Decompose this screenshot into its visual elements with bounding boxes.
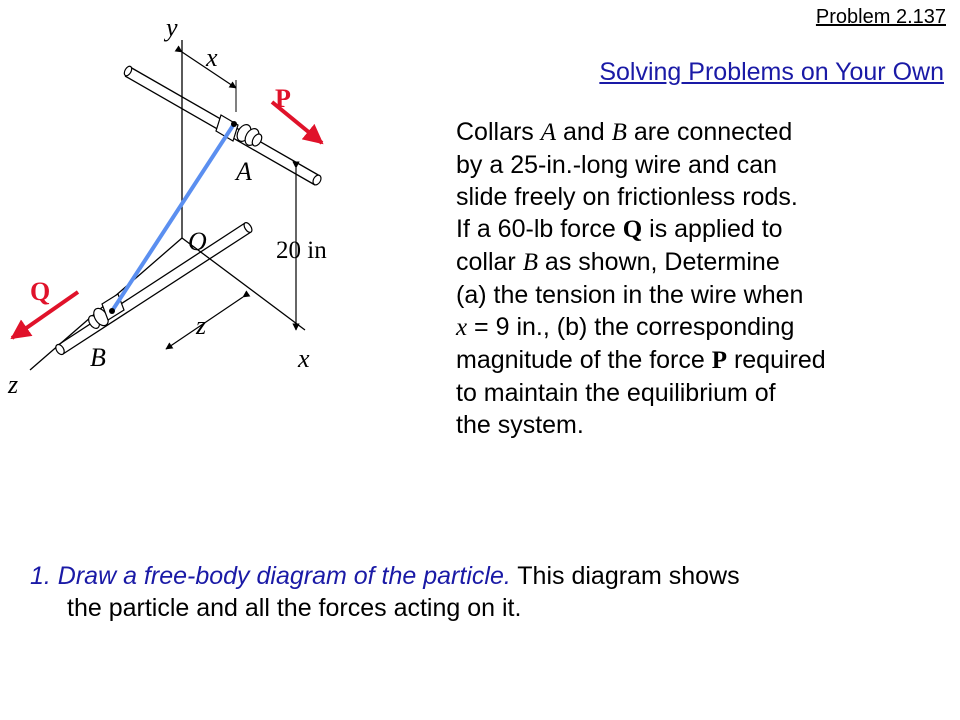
label-x-axis: x <box>298 344 310 373</box>
label-x-top: x <box>206 43 218 72</box>
step-rest: This diagram shows <box>510 562 740 590</box>
statement-line: slide freely on frictionless rods. <box>456 183 798 211</box>
statement-line: the system. <box>456 411 584 439</box>
section-subtitle[interactable]: Solving Problems on Your Own <box>599 58 944 86</box>
statement-line: Collars A and B are connected <box>456 118 793 146</box>
label-20-in: 20 in <box>276 237 327 264</box>
label-z-axis: z <box>8 370 19 399</box>
statement-line: (a) the tension in the wire when <box>456 281 804 309</box>
label-y-axis: y <box>166 13 178 42</box>
solution-step-1 <box>30 560 950 624</box>
statement-line: by a 25-in.-long wire and can <box>456 151 778 179</box>
step-line-2: the particle and all the forces acting on it. <box>67 594 522 622</box>
point-a <box>231 121 237 127</box>
statement-line: magnitude of the force P required <box>456 346 826 374</box>
step-number: 1. <box>30 562 58 590</box>
label-o: O <box>188 227 207 256</box>
step-emphasis: Draw a free-body diagram of the particle. <box>57 562 511 590</box>
problem-number: Problem 2.137 <box>815 6 946 28</box>
point-b <box>109 308 115 314</box>
statement-line: If a 60-lb force Q is applied to <box>456 215 783 243</box>
label-a: A <box>236 157 252 186</box>
collar-rod-diagram <box>0 0 440 420</box>
statement-line: collar B as shown, Determine <box>456 248 780 276</box>
label-p: P <box>275 84 291 113</box>
problem-statement <box>456 116 946 441</box>
statement-line: to maintain the equilibrium of <box>456 379 776 407</box>
label-q: Q <box>30 277 51 306</box>
label-b: B <box>90 343 106 372</box>
lower-rod <box>54 221 253 356</box>
label-z-dimension: z <box>196 311 207 340</box>
statement-line: x = 9 in., (b) the corresponding <box>456 313 795 341</box>
